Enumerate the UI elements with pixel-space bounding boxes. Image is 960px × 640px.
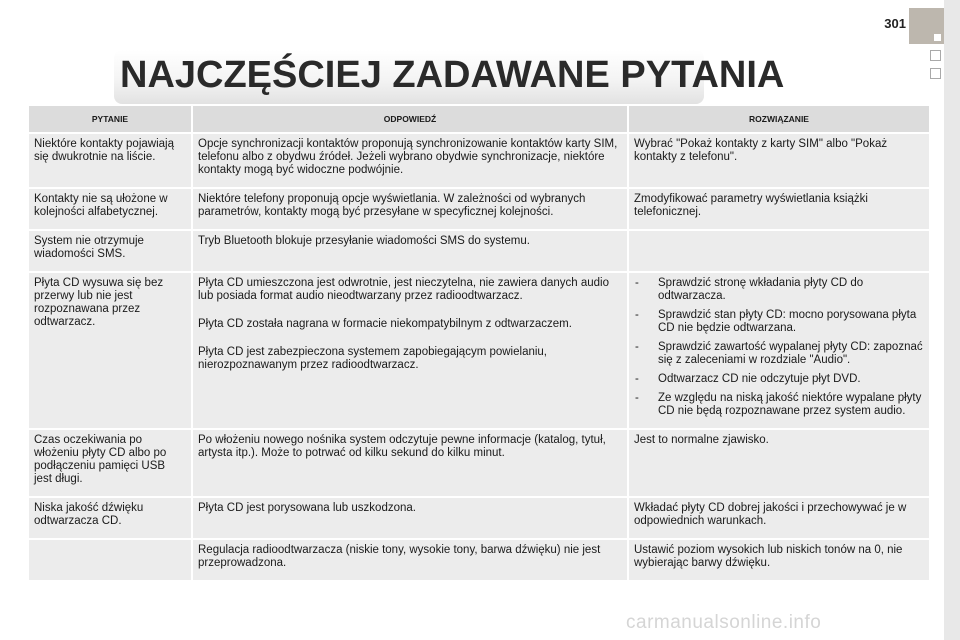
- question-cell: [29, 539, 192, 580]
- table-header-row: [29, 106, 929, 133]
- table-row: [29, 133, 929, 188]
- solution-item: - Sprawdzić stan płyty CD: mocno porysowana płyta CD nie będzie odtwarzana.: [634, 309, 924, 335]
- answer-text: Płyta CD jest zabezpieczona systemem zapobiegającym powielaniu, nierozpoznawanym przez radioodtwarzacz.: [198, 346, 548, 371]
- answer-text: Tryb Bluetooth blokuje przesyłanie wiadomości SMS do systemu.: [198, 235, 530, 247]
- answer-cell: [192, 429, 628, 497]
- header-question: PYTANIE: [29, 106, 192, 133]
- table-row: [29, 497, 929, 539]
- answer-cell: [192, 539, 628, 580]
- table-row: [29, 429, 929, 497]
- header-solution: ROZWIĄZANIE: [628, 106, 929, 133]
- solution-item: - Sprawdzić zawartość wypalanej płyty CD: zapoznać się z zaleceniami w rozdziale "Audio".: [634, 341, 924, 367]
- solution-cell: Ustawić poziom wysokich lub niskich tonów na 0, nie wybierając barwy dźwięku.: [628, 539, 929, 580]
- question-cell: System nie otrzymuje wiadomości SMS.: [29, 230, 192, 272]
- table-row: [29, 272, 929, 429]
- solution-cell: Jest to normalne zjawisko.: [628, 429, 929, 497]
- answer-text: Płyta CD umieszczona jest odwrotnie, jest nieczytelna, nie zawiera danych audio lub posiada format audio nieodtwarzany przez radioodtwarzacz.: [198, 277, 610, 302]
- solution-item: - Sprawdzić stronę wkładania płyty CD do odtwarzacza.: [634, 277, 924, 303]
- table-row: [29, 230, 929, 272]
- answer-cell: [192, 272, 628, 429]
- answer-text: Opcje synchronizacji kontaktów proponują synchronizowanie kontaktów karty SIM, telefonu albo z obydwu źródeł. Jeżeli wybrano obydwie synchronizacje, niektóre kontakty mogą być widoczne podwójnie.: [198, 138, 618, 176]
- answer-text: Regulacja radioodtwarzacza (niskie tony, wysokie tony, barwa dźwięku) nie jest przeprowadzona.: [198, 544, 601, 569]
- nav-square-icon: [930, 50, 941, 61]
- answer-cell: [192, 497, 628, 539]
- question-cell: Kontakty nie są ułożone w kolejności alfabetycznej.: [29, 188, 192, 230]
- page-number: 301: [884, 16, 906, 31]
- solution-item: - Ze względu na niską jakość niektóre wypalane płyty CD nie będą rozpoznawane przez system audio.: [634, 392, 924, 418]
- solution-cell: Zmodyfikować parametry wyświetlania książki telefonicznej.: [628, 188, 929, 230]
- chapter-tab: [909, 8, 944, 44]
- header-answer: ODPOWIEDŹ: [192, 106, 628, 133]
- answer-text: Po włożeniu nowego nośnika system odczytuje pewne informacje (katalog, tytuł, artysta itp.). Może to potrwać od kilku sekund do kilku minut.: [198, 434, 606, 459]
- watermark: carmanualsonline.info: [626, 612, 822, 633]
- answer-text: Płyta CD została nagrana w formacie niekompatybilnym z odtwarzaczem.: [198, 318, 572, 330]
- question-cell: Płyta CD wysuwa się bez przerwy lub nie jest rozpoznawana przez odtwarzacz.: [29, 272, 192, 429]
- solution-list: [634, 277, 924, 418]
- answer-cell: [192, 188, 628, 230]
- question-cell: Niska jakość dźwięku odtwarzacza CD.: [29, 497, 192, 539]
- solution-cell: Wybrać "Pokaż kontakty z karty SIM" albo "Pokaż kontakty z telefonu".: [628, 133, 929, 188]
- table-row: [29, 188, 929, 230]
- answer-text: Niektóre telefony proponują opcje wyświetlania. W zależności od wybranych parametrów, kontakty mogą być przesyłane w specyficznej kolejności.: [198, 193, 586, 218]
- question-cell: Niektóre kontakty pojawiają się dwukrotnie na liście.: [29, 133, 192, 188]
- answer-text: Płyta CD jest porysowana lub uszkodzona.: [198, 502, 416, 514]
- solution-cell: [628, 272, 929, 429]
- solution-cell: Wkładać płyty CD dobrej jakości i przechowywać je w odpowiednich warunkach.: [628, 497, 929, 539]
- table-row: [29, 539, 929, 580]
- answer-cell: [192, 230, 628, 272]
- nav-square-icon: [930, 68, 941, 79]
- page-title: NAJCZĘŚCIEJ ZADAWANE PYTANIA: [120, 54, 785, 96]
- page-edge-strip: [944, 0, 960, 640]
- chapter-tab-mark: [934, 34, 941, 41]
- solution-item: - Odtwarzacz CD nie odczytuje płyt DVD.: [634, 373, 924, 386]
- answer-cell: [192, 133, 628, 188]
- question-cell: Czas oczekiwania po włożeniu płyty CD albo po podłączeniu pamięci USB jest długi.: [29, 429, 192, 497]
- faq-table: [29, 106, 929, 580]
- solution-cell: [628, 230, 929, 272]
